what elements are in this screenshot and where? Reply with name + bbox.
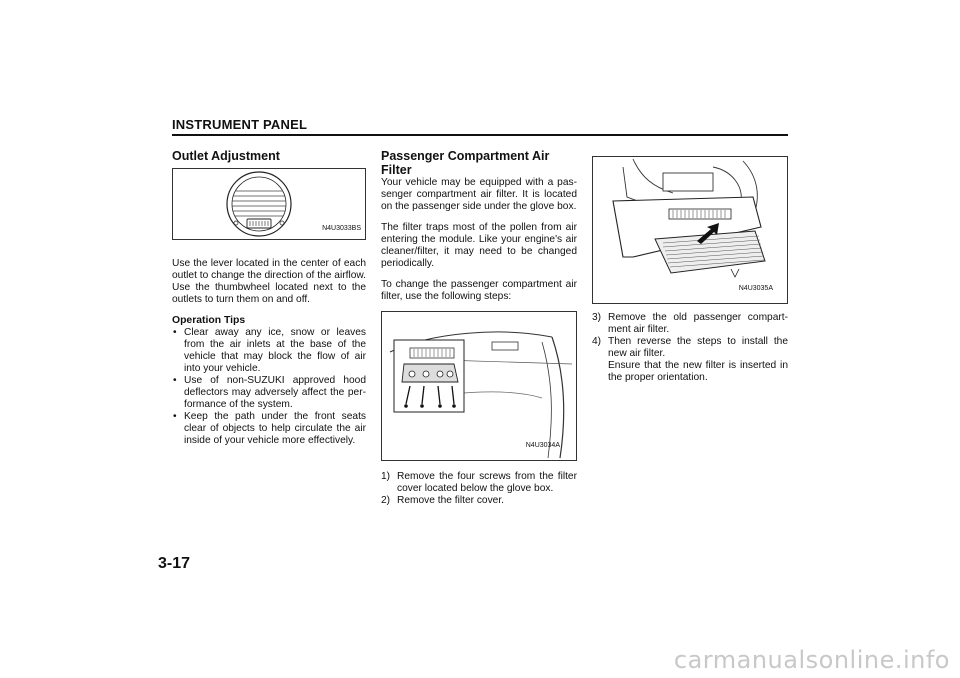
list-item: 1) Remove the four screws from the filter cover located below the glove box. xyxy=(381,471,577,494)
bullet-marker: • xyxy=(173,375,177,386)
left-column xyxy=(172,149,366,447)
list-item: 4) Then reverse the steps to install the new air filter. Ensure that the new filter is inserted in the proper orientation. xyxy=(592,336,788,383)
step-note: Ensure that the new filter is inserted in the proper orientation. xyxy=(608,360,788,383)
filter-paragraph: To change the passenger compartment air filter, use the following steps: xyxy=(381,279,577,302)
figure-filter-removal xyxy=(592,156,788,304)
figure-glove-box-screws xyxy=(381,311,577,461)
page-number: 3-17 xyxy=(158,555,191,572)
list-item: • Keep the path under the front seats clear of objects to help circulate the air inside of your vehicle more effectively. xyxy=(173,411,366,446)
list-item: • Use of non-SUZUKI approved hood deflectors may adversely affect the per-formance of the system. xyxy=(173,375,366,410)
steps-list-1 xyxy=(381,471,577,507)
figure-code-label: N4U3034A xyxy=(525,442,560,449)
right-column xyxy=(592,156,788,384)
operation-tips-heading: Operation Tips xyxy=(172,315,246,326)
list-item: 2) Remove the filter cover. xyxy=(381,495,505,506)
list-item: • Clear away any ice, snow or leaves from the air inlets at the base of the vehicle that may block the flow of air into your vehicle. xyxy=(173,327,366,374)
watermark: carmanualsonline.info xyxy=(673,646,950,674)
figure-code-label: N4U3033BS xyxy=(322,225,361,232)
section-heading-outlet-adjustment: Outlet Adjustment xyxy=(172,149,280,163)
bullet-marker: • xyxy=(173,327,177,338)
steps-list-2 xyxy=(592,312,788,384)
bullet-marker: • xyxy=(173,411,177,422)
page-header-title: INSTRUMENT PANEL xyxy=(172,117,308,132)
figure-air-outlet xyxy=(172,168,366,240)
glove-box-illustration xyxy=(382,312,576,460)
tips-list xyxy=(172,327,366,447)
filter-removal-illustration xyxy=(593,157,787,303)
filter-paragraph: Your vehicle may be equipped with a pas-senger compartment air filter. It is located on the passenger side under the glove box. xyxy=(381,177,577,212)
list-item: 3) Remove the old passenger compart-ment air filter. xyxy=(592,312,788,335)
outlet-paragraph: Use the lever located in the center of each outlet to change the direction of the airflow. Use the thumbwheel located next to the outlets to turn them on and off. xyxy=(172,258,366,305)
figure-code-label: N4U3035A xyxy=(738,285,773,292)
header-rule xyxy=(172,134,788,136)
section-heading-air-filter: Passenger Compartment Air Filter xyxy=(381,149,550,177)
middle-column xyxy=(381,149,577,507)
filter-paragraph: The filter traps most of the pollen from air entering the module. Like your engine's air cleaner/filter, it may need to be changed periodically. xyxy=(381,222,577,269)
